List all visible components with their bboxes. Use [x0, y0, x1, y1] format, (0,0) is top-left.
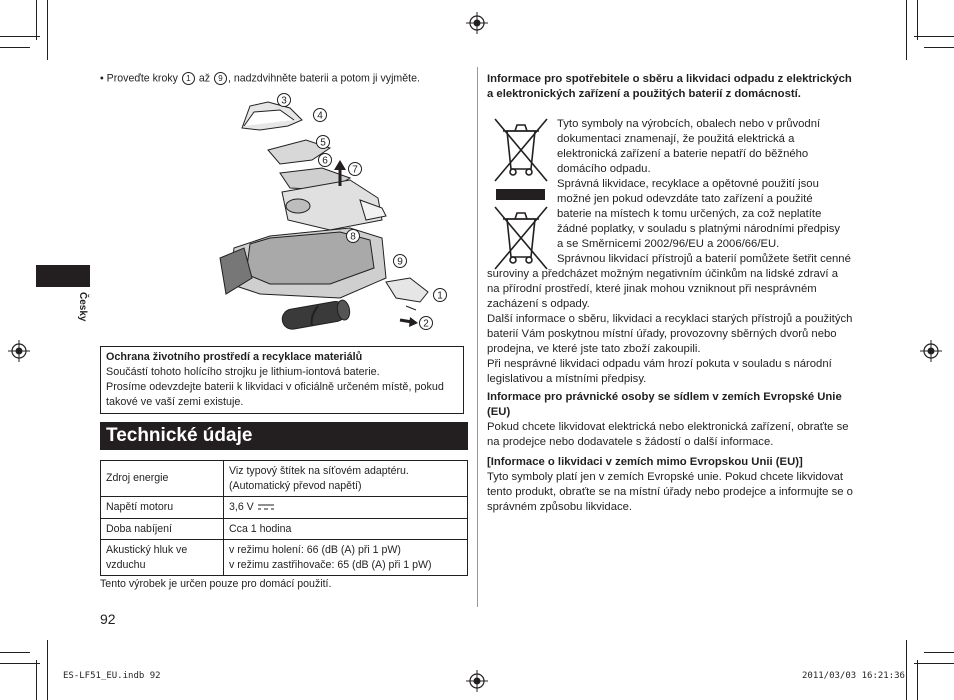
crop-mark — [917, 660, 918, 700]
non-eu-paragraph: Tyto symboly platí jen v zemích Evropské unie. Pokud chcete likvidovat tento produkt, obraťte se na místní úřady nebo prodejce a informujte se o správném způsobu likvidace. — [487, 471, 853, 513]
footer-file: ES-LF51_EU.indb 92 — [63, 671, 161, 681]
spec-key: Zdroj energie — [101, 461, 224, 497]
crop-mark — [0, 47, 30, 48]
callout-2: 2 — [423, 318, 429, 330]
table-row — [101, 518, 468, 540]
language-label: Česky — [77, 292, 88, 322]
environment-line: Prosíme odevzdejte baterii k likvidaci v oficiálně určeném místě, pokud takové ve vaší zemi existuje. — [106, 381, 444, 408]
crop-mark — [36, 0, 37, 40]
callout-7: 7 — [352, 164, 358, 176]
crop-mark — [0, 652, 30, 653]
language-tab — [36, 265, 90, 287]
weee-bin-icon — [493, 117, 549, 185]
weee-bar — [496, 189, 545, 200]
spec-value: 3,6 V — [229, 501, 254, 513]
table-row — [101, 497, 468, 519]
table-row — [101, 461, 468, 497]
spec-value: Cca 1 hodina — [224, 518, 468, 540]
section-title: Technické údaje — [100, 422, 468, 450]
spec-table — [100, 460, 468, 576]
weee-paragraph: Správná likvidace, recyklace a opětovné použití jsou možné jen pokud odevzdáte tato zařízení a použité baterie na místech k tomu určených, za což neplatíte žádné poplatky, v souladu s platnými národními předpisy a se Směrnicemi 2002/96/EU a 2006/66/EU. — [557, 178, 840, 250]
table-row — [101, 540, 468, 576]
weee-paragraph: Při nesprávné likvidaci odpadu vám hrozí pokuta v souladu s národní legislativou a místními předpisy. — [487, 358, 832, 385]
crop-mark — [914, 36, 954, 37]
registration-mark-icon — [920, 340, 942, 362]
weee-paragraph: Další informace o sběru, likvidaci a recyklaci starých přístrojů a použitých baterií Vám poskytnou místní úřady, provozovny sběrných dvorů nebo prodejna, ve které jste tato zboží zakoupili. — [487, 313, 853, 355]
instruction-text: • Proveďte kroky 1 až 9 , nadzdvihněte baterii a potom ji vyjměte. — [100, 72, 420, 85]
crop-mark — [924, 47, 954, 48]
registration-mark-icon — [466, 12, 488, 34]
callout-3: 3 — [281, 95, 287, 107]
registration-mark-icon — [466, 670, 488, 692]
spec-value: Viz typový štítek na síťovém adaptéru. (Automatický převod napětí) — [224, 461, 468, 497]
business-paragraph: Pokud chcete likvidovat elektrická nebo elektronická zařízení, obraťte se na prodejce nebo dodavatele s žádostí o další informace. — [487, 421, 849, 448]
callout-8: 8 — [350, 231, 356, 243]
environment-title: Ochrana životního prostředí a recyklace materiálů — [106, 351, 363, 363]
crop-mark — [906, 0, 907, 60]
column-divider — [477, 67, 478, 607]
crop-mark — [0, 36, 40, 37]
spec-value-cell — [224, 497, 468, 519]
crop-mark — [914, 663, 954, 664]
environment-box — [100, 346, 464, 414]
spec-key: Akustický hluk ve vzduchu — [101, 540, 224, 576]
crop-mark — [47, 640, 48, 700]
callout-4: 4 — [317, 110, 323, 122]
crop-mark — [47, 0, 48, 60]
callout-1: 1 — [437, 290, 443, 302]
registration-mark-icon — [8, 340, 30, 362]
page-number: 92 — [100, 611, 116, 627]
callout-6: 6 — [322, 155, 328, 167]
weee-paragraph: Správnou likvidací přístrojů a baterií pomůžete šetřit cenné suroviny a předcházet možným negativním účinkům na lidské zdraví a na přírodní prostředí, které jinak mohou vzniknout při nesprávném zacházení s odpady. — [487, 253, 851, 310]
spec-key: Napětí motoru — [101, 497, 224, 519]
weee-paragraph: Tyto symboly na výrobcích, obalech nebo v průvodní dokumentaci znamenají, že použitá elektrická a elektronická zařízení a baterie nepatří do běžného domácího odpadu. — [557, 118, 821, 175]
heading-business: Informace pro právnické osoby se sídlem v zemích Evropské Unie (EU) — [487, 391, 842, 418]
spec-key: Doba nabíjení — [101, 518, 224, 540]
crop-mark — [924, 652, 954, 653]
spec-value: v režimu holení: 66 (dB (A) při 1 pW) v režimu zastřihovače: 65 (dB (A) při 1 pW) — [224, 540, 468, 576]
callout-5: 5 — [320, 137, 326, 149]
crop-mark — [917, 0, 918, 40]
crop-mark — [906, 640, 907, 700]
crop-mark — [36, 660, 37, 700]
usage-note: Tento výrobek je určen pouze pro domácí použití. — [100, 578, 332, 590]
dc-symbol-icon — [257, 503, 275, 511]
callout-9: 9 — [397, 256, 403, 268]
disassembly-illustration — [210, 88, 460, 338]
environment-line: Součástí tohoto holícího strojku je lithium-iontová baterie. — [106, 366, 380, 378]
heading-non-eu: [Informace o likvidaci v zemích mimo Evropskou Unii (EU)] — [487, 456, 803, 468]
crop-mark — [0, 663, 40, 664]
footer-timestamp: 2011/03/03 16:21:36 — [802, 671, 905, 681]
heading-consumers: Informace pro spotřebitele o sběru a likvidaci odpadu z elektrických a elektronických zařízení a použitých baterií z domácností. — [487, 73, 852, 100]
